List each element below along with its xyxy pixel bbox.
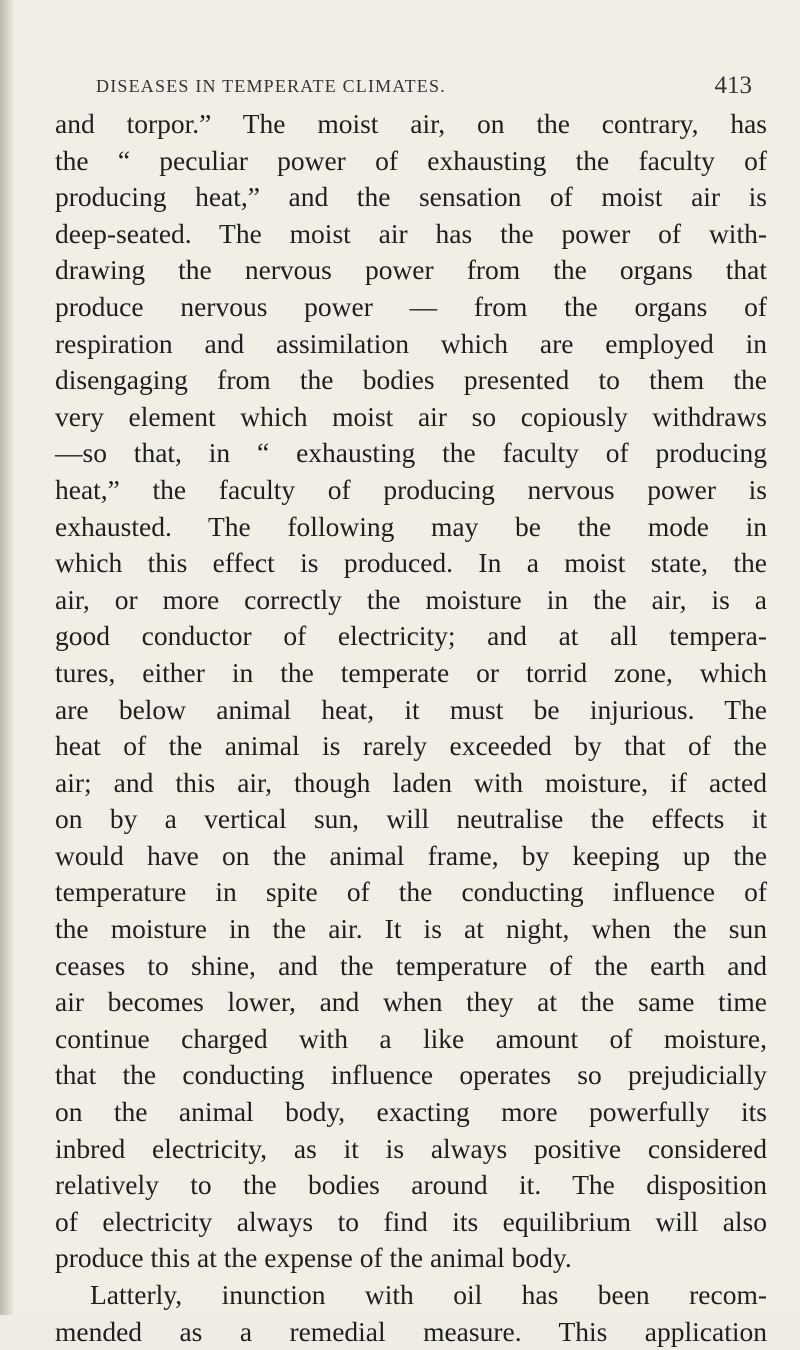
text-line: of electricity always to find its equilibrium will also (55, 1205, 767, 1237)
text-line: —so that, in “ exhausting the faculty of producing (55, 437, 767, 469)
body-text (55, 106, 767, 1350)
text-line: the moisture in the air. It is at night, when the sun (55, 913, 767, 945)
running-head: DISEASES IN TEMPERATE CLIMATES. (96, 76, 446, 96)
text-line: on by a vertical sun, will neutralise the effects it (55, 803, 767, 835)
text-line: exhausted. The following may be the mode in (55, 510, 767, 542)
paragraph-start-line: Latterly, inunction with oil has been recom- (90, 1279, 767, 1310)
text-line: on the animal body, exacting more powerfully its (55, 1096, 767, 1128)
text-line: very element which moist air so copiously withdraws (55, 400, 767, 432)
page-number: 413 (714, 72, 752, 99)
text-line: heat,” the faculty of producing nervous power is (55, 473, 767, 505)
text-line: ceases to shine, and the temperature of the earth and (55, 949, 767, 981)
text-line: deep-seated. The moist air has the power of with- (55, 217, 767, 249)
text-line: air becomes lower, and when they at the same time (55, 986, 767, 1018)
text-line: air, or more correctly the moisture in the air, is a (55, 583, 767, 615)
page-header (96, 68, 752, 104)
text-line: and torpor.” The moist air, on the contrary, has (55, 108, 767, 139)
text-line: producing heat,” and the sensation of moist air is (55, 181, 767, 213)
text-line: air; and this air, though laden with moisture, if acted (55, 766, 767, 798)
text-line: tures, either in the temperate or torrid zone, which (55, 656, 767, 688)
text-line: mended as a remedial measure. This application (55, 1315, 767, 1347)
text-line: temperature in spite of the conducting influence of (55, 876, 767, 908)
text-line: disengaging from the bodies presented to them the (55, 364, 767, 396)
text-line: which this effect is produced. In a moist state, the (55, 547, 767, 579)
text-line: produce this at the expense of the animal body. (55, 1242, 572, 1274)
text-line: continue charged with a like amount of moisture, (55, 1022, 767, 1054)
text-line: are below animal heat, it must be injurious. The (55, 693, 767, 725)
text-line: inbred electricity, as it is always positive considered (55, 1132, 767, 1164)
text-line: produce nervous power — from the organs of (55, 290, 767, 322)
text-line: relatively to the bodies around it. The disposition (55, 1169, 767, 1201)
text-line: would have on the animal frame, by keeping up the (55, 839, 767, 871)
text-line: the “ peculiar power of exhausting the faculty of (55, 144, 767, 176)
text-line: heat of the animal is rarely exceeded by that of the (55, 730, 767, 762)
text-line: respiration and assimilation which are employed in (55, 327, 767, 359)
binding-gutter (0, 0, 14, 1315)
text-line: good conductor of electricity; and at all tempera- (55, 620, 767, 652)
text-line: that the conducting influence operates so prejudicially (55, 1059, 767, 1091)
text-line: drawing the nervous power from the organs that (55, 254, 767, 286)
